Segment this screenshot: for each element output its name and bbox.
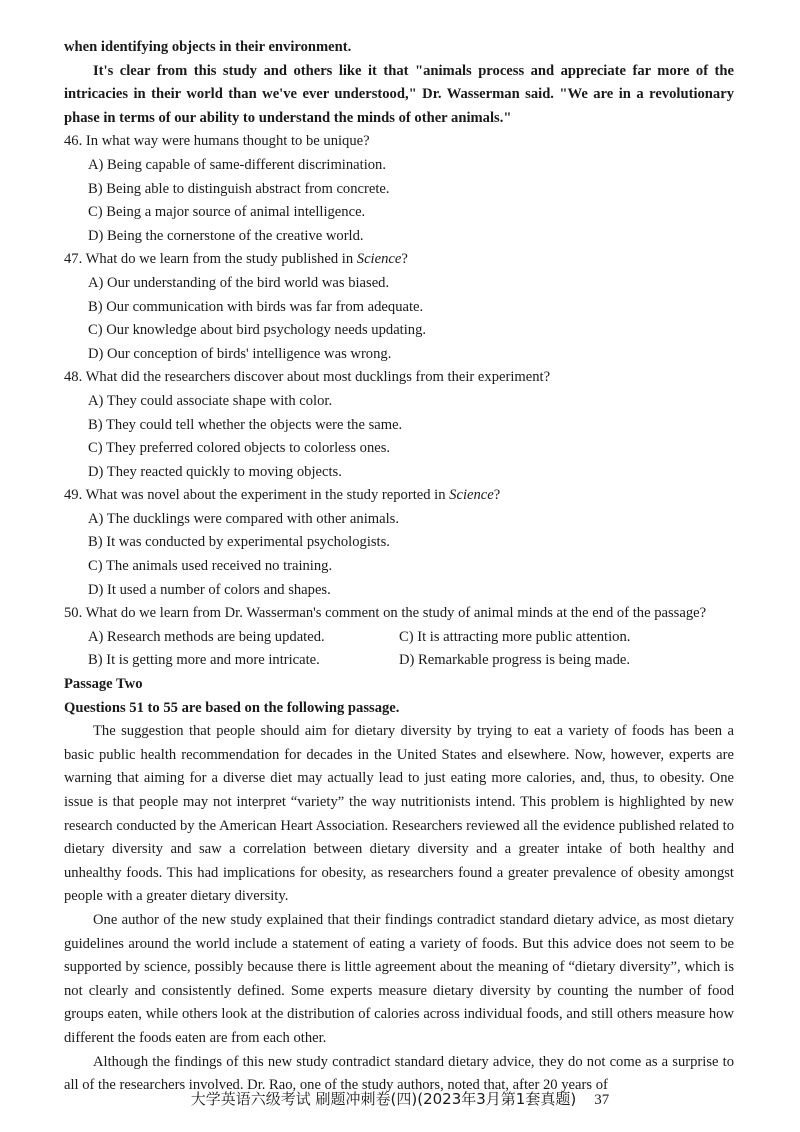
option-b: B) It was conducted by experimental psychologists.	[88, 534, 390, 551]
option-c: C) It is attracting more public attention.	[399, 628, 631, 645]
option-d: D) Remarkable progress is being made.	[399, 652, 630, 669]
option-c: C) The animals used received no training.	[88, 558, 333, 575]
question-stem: 49. What was novel about the experiment in the study reported in Science?	[64, 487, 501, 504]
journal-name: Science	[449, 487, 494, 504]
option-c: C) Our knowledge about bird psychology needs updating.	[88, 322, 427, 339]
question-49	[64, 484, 734, 602]
option-a: A) The ducklings were compared with other animals.	[88, 510, 399, 527]
option-a: A) Research methods are being updated.	[88, 628, 325, 645]
option-c: C) They preferred colored objects to colorless ones.	[88, 440, 391, 457]
passage-paragraph-3: Although the findings of this new study contradict standard dietary advice, they do not come as a surprise to all of the researchers involved. Dr. Rao, one of the study authors, noted that, after 20 years of	[64, 1053, 734, 1094]
option-b: B) It is getting more and more intricate.	[88, 652, 320, 669]
option-row-1	[88, 626, 734, 650]
option-a: A) Being capable of same-different discrimination.	[88, 156, 386, 173]
passage-two-title: Passage Two	[64, 676, 143, 693]
question-47	[64, 248, 734, 366]
passage-two-instruction: Questions 51 to 55 are based on the following passage.	[64, 699, 400, 716]
intro-paragraph: It's clear from this study and others like it that "animals process and appreciate far more of the intricacies in their world than we've ever understood," Dr. Wasserman said. "We are in a revolutionary phase in terms of our ability to understand the minds of other animals."	[64, 62, 734, 126]
passage-paragraph-1: The suggestion that people should aim for dietary diversity by trying to eat a variety of foods has been a basic public health recommendation for decades in the United States and elsewhere. Now, however, experts are warning that aiming for a diverse diet may actually lead to just eating more calories, and, thus, to obesity. One issue is that people may not interpret “variety” the way nutritionists intend. This problem is highlighted by new research conducted by the American Heart Association. Researchers reviewed all the evidence published related to dietary diversity and saw a correlation between dietary diversity and a greater intake of both healthy and unhealthy foods. This had implications for obesity, as researchers found a greater prevalence of obesity amongst people with a greater dietary diversity.	[64, 723, 734, 905]
option-a: A) Our understanding of the bird world was biased.	[88, 274, 390, 291]
option-b: B) They could tell whether the objects were the same.	[88, 416, 403, 433]
option-a: A) They could associate shape with color.	[88, 392, 333, 409]
question-stem: 50. What do we learn from Dr. Wasserman's comment on the study of animal minds at the end of the passage?	[64, 605, 707, 622]
question-stem: 48. What did the researchers discover about most ducklings from their experiment?	[64, 369, 551, 386]
option-d: D) Being the cornerstone of the creative world.	[88, 227, 364, 244]
footer-title: 大学英语六级考试 刷题冲刺卷(四)(2023年3月第1套真题)	[190, 1090, 577, 1108]
passage-paragraph-2: One author of the new study explained that their findings contradict standard dietary advice, as most dietary guidelines around the world include a statement of eating a variety of foods. But this advice does not seem to be supported by science, possibly because there is little agreement about the meaning of “dietary diversity”, which is not clearly and consistently defined. Some experts measure dietary diversity by counting the number of food groups eaten, while others look at the distribution of calories across individual foods, and still others measure how different the foods eaten are from each other.	[64, 911, 734, 1046]
intro-line: when identifying objects in their environment.	[64, 39, 352, 55]
question-46	[64, 130, 734, 248]
option-d: D) It used a number of colors and shapes.	[88, 581, 331, 598]
page-footer	[0, 1088, 800, 1109]
journal-name: Science	[356, 251, 402, 268]
question-stem: 47. What do we learn from the study published in Science?	[64, 251, 408, 268]
option-b: B) Being able to distinguish abstract from concrete.	[88, 180, 390, 197]
question-stem: 46. In what way were humans thought to be unique?	[64, 133, 370, 150]
question-48	[64, 366, 734, 484]
page-number: 37	[594, 1092, 610, 1108]
option-d: D) Our conception of birds' intelligence was wrong.	[88, 345, 392, 362]
option-row-2	[88, 649, 734, 673]
option-d: D) They reacted quickly to moving objects.	[88, 463, 342, 480]
question-50	[64, 602, 734, 673]
option-b: B) Our communication with birds was far from adequate.	[88, 298, 424, 315]
option-c: C) Being a major source of animal intelligence.	[88, 204, 366, 221]
